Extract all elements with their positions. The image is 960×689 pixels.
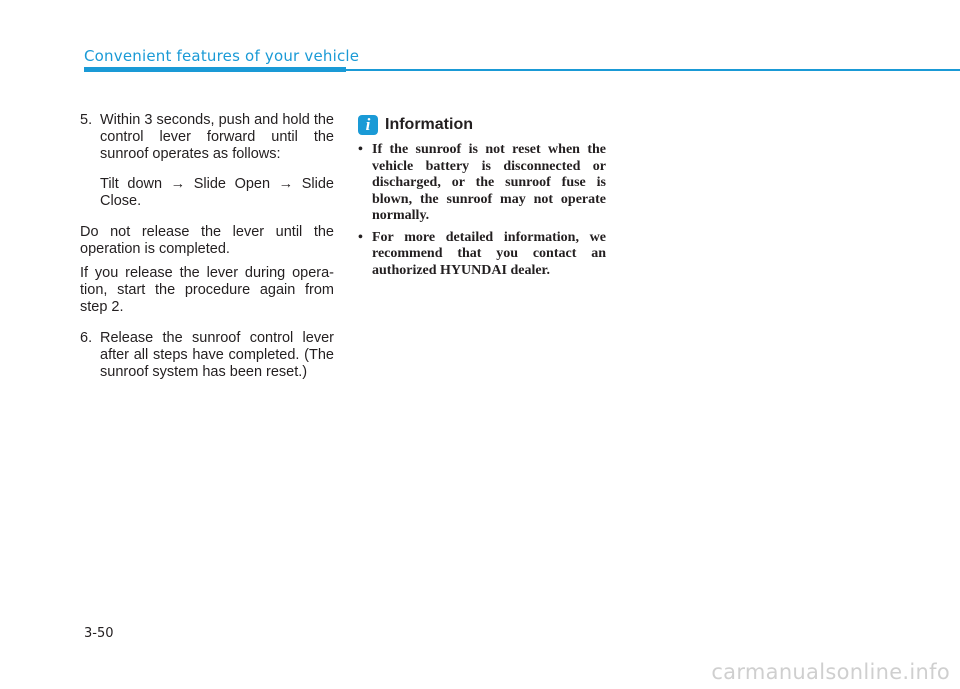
step-6-text: Release the sunroof control lever after all steps have completed. (The sunroof system has been reset.)	[100, 330, 334, 380]
watermark: carmanualsonline.info	[711, 660, 950, 684]
step-5	[80, 112, 334, 163]
information-header	[356, 112, 606, 138]
information-list	[356, 142, 606, 279]
header-rule-thin	[346, 69, 960, 71]
bullet-glyph: •	[358, 229, 363, 245]
section-title: Convenient features of your vehicle	[84, 47, 360, 65]
step-6-number: 6.	[80, 330, 93, 346]
list-item	[356, 230, 606, 280]
information-box	[356, 112, 606, 284]
left-column	[80, 112, 334, 381]
header-rule-thick	[84, 67, 346, 72]
bullet-text: For more detailed information, we recommend that you contact an authorized HYUNDAI dealer.	[372, 229, 606, 278]
step-5-number: 5.	[80, 112, 93, 128]
list-item	[356, 142, 606, 225]
information-title: Information	[385, 116, 473, 133]
step-6	[80, 330, 334, 381]
paragraph-do-not-release: Do not release the lever until the operation is completed.	[80, 224, 334, 257]
operation-sequence: Tilt down → Slide Open → Slide Close.	[100, 176, 334, 209]
page-number: 3-50	[84, 626, 114, 641]
bullet-text: If the sunroof is not reset when the vehicle battery is disconnected or discharged, or the sunroof fuse is blown, the sunroof may not operate normally.	[372, 142, 606, 223]
info-icon: i	[358, 115, 378, 135]
step-5-text: Within 3 seconds, push and hold the control lever forward until the sunroof operates as follows:	[100, 112, 334, 162]
bullet-glyph: •	[358, 142, 363, 157]
paragraph-restart: If you release the lever during opera-tion, start the procedure again from step 2.	[80, 265, 334, 315]
